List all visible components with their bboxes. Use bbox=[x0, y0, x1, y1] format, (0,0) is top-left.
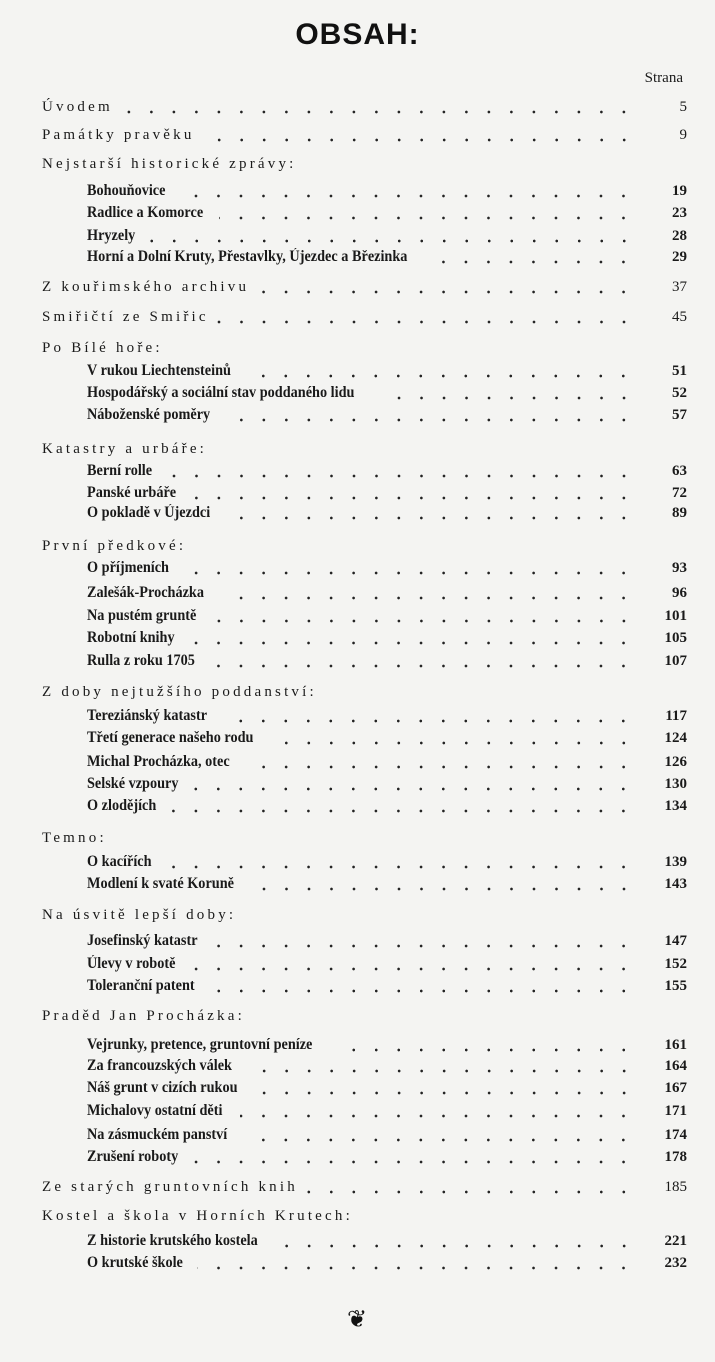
page-number: 101 bbox=[664, 608, 687, 624]
page-number: 126 bbox=[664, 754, 687, 770]
toc-entry bbox=[0, 483, 715, 503]
dot-leader bbox=[249, 361, 639, 381]
dot-leader bbox=[168, 796, 639, 816]
dot-leader bbox=[190, 483, 639, 503]
dot-leader bbox=[227, 503, 639, 523]
entry-label: Náboženské poměry bbox=[87, 406, 211, 423]
entry-label: Robotní knihy bbox=[87, 629, 175, 646]
toc-entry bbox=[0, 181, 715, 201]
toc-entry bbox=[0, 1125, 715, 1145]
toc-section-heading bbox=[0, 1006, 715, 1026]
page-number: 147 bbox=[664, 933, 687, 949]
entry-label: Radlice a Komorce bbox=[87, 204, 204, 221]
dot-leader bbox=[255, 277, 639, 297]
entry-label: Úvodem bbox=[42, 99, 113, 115]
toc-section-heading bbox=[0, 125, 715, 145]
toc-entry bbox=[0, 1101, 715, 1121]
dot-leader bbox=[213, 931, 639, 951]
dot-leader bbox=[323, 682, 639, 702]
entry-label: Na pustém gruntě bbox=[87, 607, 197, 624]
dot-leader bbox=[182, 558, 639, 578]
dot-leader bbox=[279, 1231, 639, 1251]
dot-leader bbox=[210, 976, 639, 996]
page-number: 5 bbox=[679, 99, 687, 115]
toc-section-heading bbox=[0, 307, 715, 327]
entry-label: Josefinský katastr bbox=[87, 932, 198, 949]
toc-entry bbox=[0, 1056, 715, 1076]
entry-label: Michal Procházka, otec bbox=[87, 753, 230, 770]
entry-label: Po Bílé hoře: bbox=[42, 340, 163, 356]
toc-entry bbox=[0, 628, 715, 648]
entry-label: Vejrunky, pretence, gruntovní peníze bbox=[87, 1036, 313, 1053]
toc-entry bbox=[0, 461, 715, 481]
toc-entry bbox=[0, 1035, 715, 1055]
dot-leader bbox=[240, 1101, 639, 1121]
page-number: 171 bbox=[664, 1103, 687, 1119]
entry-label: Z doby nejtužšího poddanství: bbox=[42, 684, 317, 700]
entry-label: Na úsvitě lepší doby: bbox=[42, 907, 237, 923]
toc-entry bbox=[0, 226, 715, 246]
toc-section-heading bbox=[0, 277, 715, 297]
toc-entry bbox=[0, 752, 715, 772]
toc-entry bbox=[0, 558, 715, 578]
dot-leader bbox=[213, 439, 639, 459]
entry-label: Ze starých gruntovních knih bbox=[42, 1179, 298, 1195]
page-number: 167 bbox=[664, 1080, 687, 1096]
entry-label: Památky pravěku bbox=[42, 127, 195, 143]
entry-label: Hospodářský a sociální stav poddaného lidu bbox=[87, 384, 355, 401]
dot-leader bbox=[215, 307, 639, 327]
toc-entry bbox=[0, 247, 715, 267]
toc-entry bbox=[0, 706, 715, 726]
dot-leader bbox=[163, 852, 639, 872]
toc-entry bbox=[0, 203, 715, 223]
page-number: 28 bbox=[672, 228, 687, 244]
page-number: 96 bbox=[672, 585, 687, 601]
page-number: 107 bbox=[664, 653, 687, 669]
page-number: 9 bbox=[679, 127, 687, 143]
page-number: 155 bbox=[664, 978, 687, 994]
page-number: 52 bbox=[672, 385, 687, 401]
entry-label: O pokladě v Újezdci bbox=[87, 504, 211, 521]
dot-leader bbox=[242, 905, 639, 925]
entry-label: Toleranční patent bbox=[87, 977, 195, 994]
dot-leader bbox=[219, 203, 639, 223]
toc-section-heading bbox=[0, 536, 715, 556]
dot-leader bbox=[303, 154, 639, 174]
toc-entry bbox=[0, 1231, 715, 1251]
page-number: 124 bbox=[664, 730, 687, 746]
entry-label: Na zásmuckém panství bbox=[87, 1126, 228, 1143]
page-number: 37 bbox=[672, 279, 687, 295]
toc-entry bbox=[0, 774, 715, 794]
page-number: 174 bbox=[664, 1127, 687, 1143]
page-number: 19 bbox=[672, 183, 687, 199]
page-number: 134 bbox=[664, 798, 687, 814]
entry-label: Náš grunt v cizích rukou bbox=[87, 1079, 238, 1096]
page-number: 105 bbox=[664, 630, 687, 646]
entry-label: Michalovy ostatní děti bbox=[87, 1102, 223, 1119]
dot-leader bbox=[245, 1125, 639, 1145]
entry-label: O zlodějích bbox=[87, 797, 157, 814]
page-number: 93 bbox=[672, 560, 687, 576]
page-number: 29 bbox=[672, 249, 687, 265]
dot-leader bbox=[384, 383, 639, 403]
page-number: 178 bbox=[664, 1149, 687, 1165]
toc-entry bbox=[0, 651, 715, 671]
entry-label: Za francouzských válek bbox=[87, 1057, 232, 1074]
toc-entry bbox=[0, 728, 715, 748]
floral-ornament-icon: ❦ bbox=[347, 1307, 368, 1333]
entry-label: Rulla z roku 1705 bbox=[87, 652, 195, 669]
entry-label: Hryzely bbox=[87, 227, 136, 244]
toc-entry bbox=[0, 583, 715, 603]
page-number: 51 bbox=[672, 363, 687, 379]
toc-entry bbox=[0, 954, 715, 974]
page-number: 23 bbox=[672, 205, 687, 221]
page-number: 232 bbox=[664, 1255, 687, 1271]
page-number: 185 bbox=[664, 1179, 687, 1195]
toc-section-heading bbox=[0, 439, 715, 459]
page-number: 72 bbox=[672, 485, 687, 501]
page-number: 130 bbox=[664, 776, 687, 792]
dot-leader bbox=[251, 1056, 639, 1076]
toc-section-heading bbox=[0, 828, 715, 848]
dot-leader bbox=[192, 774, 639, 794]
toc-section-heading bbox=[0, 97, 715, 117]
entry-label: Katastry a urbáře: bbox=[42, 441, 208, 457]
entry-label: Třetí generace našeho rodu bbox=[87, 729, 254, 746]
entry-label: Z kouřimského archivu bbox=[42, 279, 250, 295]
toc-section-heading bbox=[0, 682, 715, 702]
page-column-label: Strana bbox=[644, 70, 683, 86]
dot-leader bbox=[223, 706, 639, 726]
toc-section-heading bbox=[0, 1206, 715, 1226]
dot-leader bbox=[189, 954, 639, 974]
toc-entry bbox=[0, 606, 715, 626]
toc-entry bbox=[0, 874, 715, 894]
dot-leader bbox=[119, 97, 639, 117]
toc-entry bbox=[0, 361, 715, 381]
toc-entry bbox=[0, 976, 715, 996]
entry-label: Smiřičtí ze Smiřic bbox=[42, 309, 209, 325]
entry-label: Praděd Jan Procházka: bbox=[42, 1008, 245, 1024]
page-number: 57 bbox=[672, 407, 687, 423]
toc-entry bbox=[0, 1253, 715, 1273]
dot-leader bbox=[338, 1035, 639, 1055]
dot-leader bbox=[274, 728, 639, 748]
toc-section-heading bbox=[0, 154, 715, 174]
dot-leader bbox=[201, 125, 639, 145]
dot-leader bbox=[178, 181, 639, 201]
entry-label: Kostel a škola v Horních Krutech: bbox=[42, 1208, 353, 1224]
dot-leader bbox=[210, 651, 639, 671]
toc-entry bbox=[0, 383, 715, 403]
toc-entry bbox=[0, 796, 715, 816]
dot-leader bbox=[192, 536, 639, 556]
page-number: 117 bbox=[665, 708, 687, 724]
dot-leader bbox=[227, 405, 639, 425]
dot-leader bbox=[248, 752, 639, 772]
toc-entry bbox=[0, 1078, 715, 1098]
toc-entry bbox=[0, 405, 715, 425]
page-number: 63 bbox=[672, 463, 687, 479]
entry-label: Tereziánský katastr bbox=[87, 707, 208, 724]
toc-section-heading bbox=[0, 1177, 715, 1197]
page-number: 45 bbox=[672, 309, 687, 325]
entry-label: Berní rolle bbox=[87, 462, 153, 479]
entry-label: V rukou Liechtensteinů bbox=[87, 362, 231, 379]
page-number: 152 bbox=[664, 956, 687, 972]
toc-entry bbox=[0, 852, 715, 872]
entry-label: Zalešák-Procházka bbox=[87, 584, 204, 601]
entry-label: První předkové: bbox=[42, 538, 187, 554]
page-title: OBSAH: bbox=[295, 18, 420, 51]
page-number: 221 bbox=[664, 1233, 687, 1249]
entry-label: Úlevy v robotě bbox=[87, 955, 176, 972]
toc-entry bbox=[0, 1147, 715, 1167]
dot-leader bbox=[169, 338, 639, 358]
entry-label: Temno: bbox=[42, 830, 107, 846]
dot-leader bbox=[212, 606, 639, 626]
entry-label: O příjmeních bbox=[87, 559, 169, 576]
dot-leader bbox=[192, 1147, 639, 1167]
dot-leader bbox=[146, 226, 639, 246]
dot-leader bbox=[113, 828, 639, 848]
page-number: 161 bbox=[664, 1037, 687, 1053]
dot-leader bbox=[164, 461, 639, 481]
toc-section-heading bbox=[0, 905, 715, 925]
dot-leader bbox=[197, 1253, 639, 1273]
dot-leader bbox=[359, 1206, 639, 1226]
entry-label: O krutské škole bbox=[87, 1254, 183, 1271]
dot-leader bbox=[441, 247, 639, 267]
entry-label: Zrušení roboty bbox=[87, 1148, 179, 1165]
page-number: 139 bbox=[664, 854, 687, 870]
entry-label: Selské vzpoury bbox=[87, 775, 179, 792]
page-number: 164 bbox=[664, 1058, 687, 1074]
toc-entry bbox=[0, 931, 715, 951]
toc-entry bbox=[0, 503, 715, 523]
entry-label: Modlení k svaté Koruně bbox=[87, 875, 234, 892]
toc-section-heading bbox=[0, 338, 715, 358]
dot-leader bbox=[253, 874, 639, 894]
page-number: 89 bbox=[672, 505, 687, 521]
entry-label: O kacířích bbox=[87, 853, 152, 870]
dot-leader bbox=[220, 583, 639, 603]
entry-label: Horní a Dolní Kruty, Přestavlky, Újezdec a Březinka bbox=[87, 248, 408, 265]
dot-leader bbox=[251, 1006, 639, 1026]
entry-label: Panské urbáře bbox=[87, 484, 177, 501]
dot-leader bbox=[188, 628, 639, 648]
dot-leader bbox=[257, 1078, 639, 1098]
entry-label: Z historie krutského kostela bbox=[87, 1232, 258, 1249]
entry-label: Bohouňovice bbox=[87, 182, 166, 199]
page-number: 143 bbox=[664, 876, 687, 892]
dot-leader bbox=[304, 1177, 639, 1197]
entry-label: Nejstarší historické zprávy: bbox=[42, 156, 297, 172]
